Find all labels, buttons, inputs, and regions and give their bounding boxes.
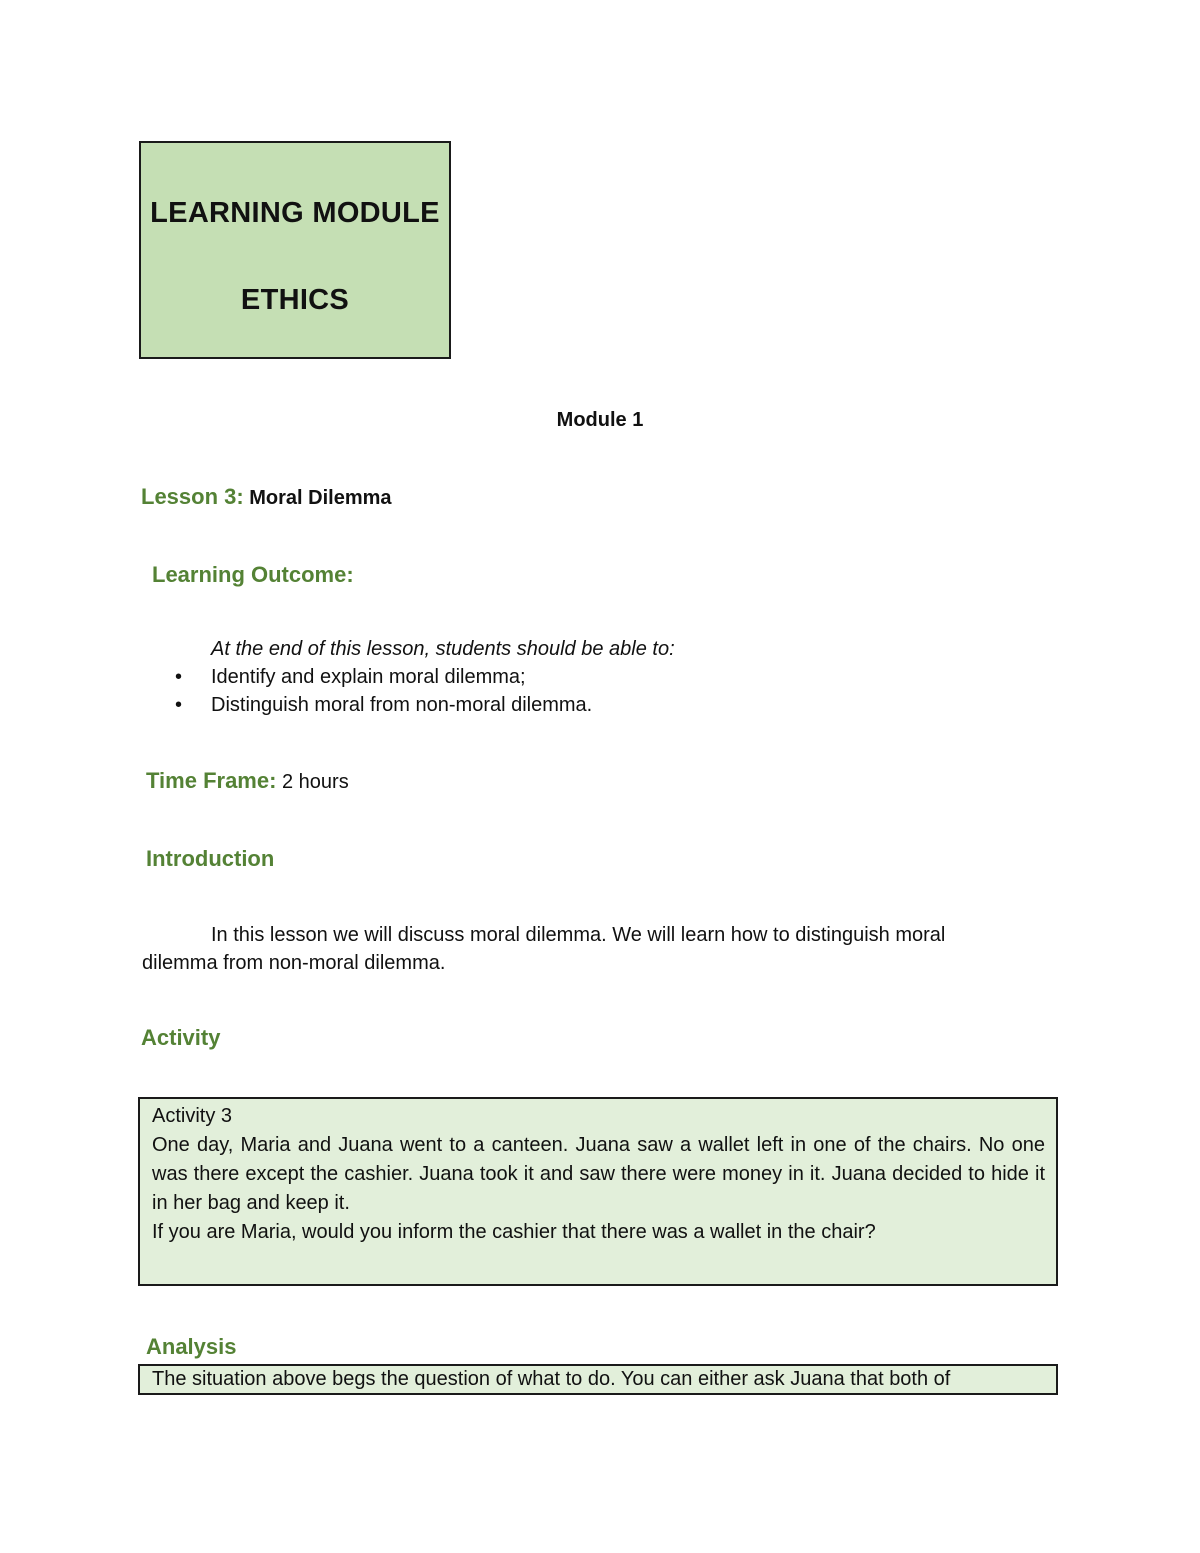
outcome-item: Distinguish moral from non-moral dilemma. (211, 694, 593, 716)
introduction-heading: Introduction (146, 846, 275, 871)
module-number-heading: Module 1 (556, 409, 644, 431)
lesson-line (141, 484, 392, 510)
analysis-box (138, 1364, 1058, 1395)
activity-box (138, 1097, 1058, 1286)
learning-outcome-intro: At the end of this lesson, students should be able to: (211, 638, 675, 660)
activity-story: One day, Maria and Juana went to a canteen. Juana saw a wallet left in one of the chairs. No one was there except the cashier. Juana took it and saw there were money in it. Juana decided to hide it in her bag and keep it. (152, 1134, 1045, 1214)
activity-heading: Activity (141, 1025, 221, 1050)
analysis-text: The situation above begs the question of what to do. You can either ask Juana that both of (152, 1368, 951, 1390)
module-subject-title: ETHICS (240, 284, 350, 316)
module-title-line1: LEARNING MODULE (150, 197, 440, 229)
outcome-item: Identify and explain moral dilemma; (211, 666, 526, 688)
time-frame-label: Time Frame: (146, 768, 277, 793)
activity-box-title: Activity 3 (152, 1105, 233, 1127)
time-frame-value: 2 hours (281, 771, 349, 793)
module-title-box (139, 141, 451, 359)
activity-question: If you are Maria, would you inform the cashier that there was a wallet in the chair? (152, 1221, 876, 1243)
introduction-paragraph: In this lesson we will discuss moral dilemma. We will learn how to distinguish moral dilemma from non-moral dilemma. (142, 924, 946, 974)
bullet-icon: • (175, 666, 183, 688)
bullet-icon: • (175, 694, 183, 716)
learning-outcome-heading: Learning Outcome: (152, 562, 354, 587)
analysis-heading: Analysis (146, 1334, 237, 1359)
lesson-label: Lesson 3: (141, 484, 244, 509)
time-frame-line (146, 768, 349, 794)
lesson-title: Moral Dilemma (249, 487, 392, 509)
